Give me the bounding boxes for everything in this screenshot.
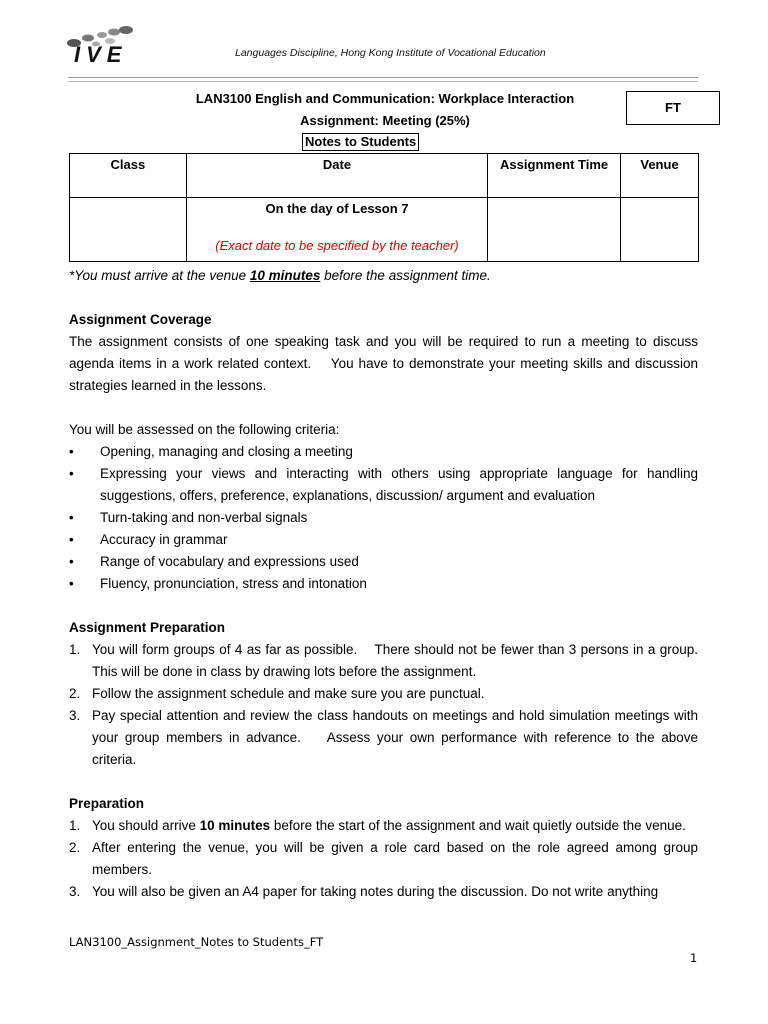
- list-item: 2. After entering the venue, you will be given a role card based on the role agreed among group members.: [69, 840, 698, 877]
- header-venue: Venue: [621, 154, 699, 198]
- assignment-prep-heading: Assignment Preparation: [69, 620, 226, 635]
- list-item: • Turn-taking and non-verbal signals: [69, 510, 308, 525]
- list-item: 3. You will also be given an A4 paper for taking notes during the discussion. Do not write anything: [69, 884, 659, 899]
- coverage-paragraph: The assignment consists of one speaking task and you will be required to run a meeting to discuss agenda items in a work related context. You have to demonstrate your meeting skills and discussion strategies learned in the lessons.: [69, 334, 702, 393]
- list-item: • Expressing your views and interacting with others using appropriate language for handling suggestions, offers, preference, explanations, discussion/ argument and evaluation: [69, 466, 698, 503]
- criteria-intro: You will be assessed on the following criteria:: [69, 422, 340, 437]
- list-item: • Fluency, pronunciation, stress and intonation: [69, 576, 367, 591]
- institute-tagline: Languages Discipline, Hong Kong Institute of Vocational Education: [235, 47, 546, 59]
- list-item: • Opening, managing and closing a meeting: [69, 444, 353, 459]
- header-assignment-time: Assignment Time: [488, 154, 621, 198]
- list-item: 2. Follow the assignment schedule and make sure you are punctual.: [69, 686, 485, 701]
- preparation-list: [69, 815, 698, 903]
- date-cell: [186, 198, 487, 262]
- ive-logo: [66, 24, 176, 67]
- notes-to-students-label: Notes to Students: [302, 133, 419, 151]
- date-note: (Exact date to be specified by the teacher): [215, 238, 459, 253]
- list-item: 1. You will form groups of 4 as far as possible. There should not be fewer than 3 persons in a group. This will be done in class by drawing lots before the assignment.: [69, 642, 702, 679]
- arrival-note-after: before the assignment time.: [320, 268, 491, 283]
- ft-badge: FT: [626, 91, 720, 125]
- header-class: Class: [70, 154, 187, 198]
- list-item: • Range of vocabulary and expressions used: [69, 554, 359, 569]
- footer-doc-name: LAN3100_Assignment_Notes to Students_FT: [69, 935, 324, 949]
- arrival-note-emphasis: 10 minutes: [249, 268, 321, 283]
- arrival-note: [69, 265, 698, 287]
- list-item: 3. Pay special attention and review the class handouts on meetings and hold simulation meetings with your group members in advance. Assess your own performance with reference to the above criteria.: [69, 708, 702, 767]
- table-header-row: [70, 154, 699, 198]
- logo-text: IVE: [74, 42, 128, 67]
- class-cell: [70, 198, 187, 262]
- course-title: LAN3100 English and Communication: Workplace Interaction: [195, 91, 575, 106]
- list-item: 1. You should arrive 10 minutes before the start of the assignment and wait quietly outside the venue.: [69, 818, 686, 833]
- schedule-table: [69, 153, 699, 262]
- header-date: Date: [186, 154, 487, 198]
- date-main: On the day of Lesson 7: [265, 201, 409, 216]
- criteria-list: [69, 441, 698, 595]
- table-row: [70, 198, 699, 262]
- list-item: • Accuracy in grammar: [69, 532, 228, 547]
- page-number: 1: [690, 951, 698, 965]
- header-divider-thin: [68, 81, 698, 82]
- assignment-prep-list: [69, 639, 702, 771]
- arrival-note-before: *You must arrive at the venue: [69, 268, 250, 283]
- assignment-title: Assignment: Meeting (25%): [300, 113, 470, 128]
- main-content: [69, 309, 702, 903]
- time-cell: [488, 198, 621, 262]
- coverage-heading: Assignment Coverage: [69, 312, 212, 327]
- preparation-heading: Preparation: [69, 796, 145, 811]
- venue-cell: [621, 198, 699, 262]
- header-divider: [68, 77, 698, 78]
